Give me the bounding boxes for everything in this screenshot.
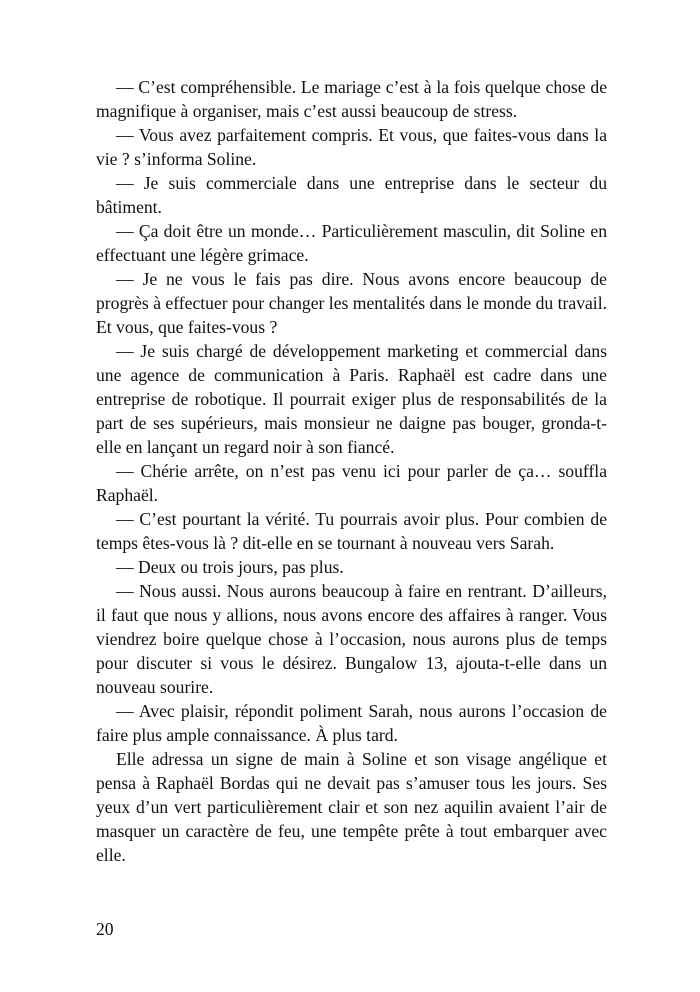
paragraph: — Chérie arrête, on n’est pas venu ici pour parler de ça… souffla Raphaël.	[96, 461, 607, 505]
paragraph: — C’est compréhensible. Le mariage c’est à la fois quelque chose de magnifique à organiser, mais c’est aussi beaucoup de stress.	[96, 77, 607, 121]
paragraph: — Ça doit être un monde… Particulièrement masculin, dit Soline en effectuant une légère grimace.	[96, 221, 607, 265]
paragraph: — Vous avez parfaitement compris. Et vous, que faites-vous dans la vie ? s’informa Soline.	[96, 125, 607, 169]
paragraph: — Deux ou trois jours, pas plus.	[116, 557, 344, 577]
body-text	[96, 75, 607, 867]
paragraph: — Je ne vous le fais pas dire. Nous avons encore beaucoup de progrès à effectuer pour changer les mentalités dans le monde du travail. Et vous, que faites-vous ?	[96, 269, 607, 337]
paragraph: — Avec plaisir, répondit poliment Sarah, nous aurons l’occasion de faire plus ample connaissance. À plus tard.	[96, 701, 607, 745]
paragraph: — Je suis commerciale dans une entreprise dans le secteur du bâtiment.	[96, 173, 607, 217]
page-number: 20	[96, 919, 114, 939]
paragraph: — Nous aussi. Nous aurons beaucoup à faire en rentrant. D’ailleurs, il faut que nous y allions, nous avons encore des affaires à ranger. Vous viendrez boire quelque chose à l’occasion, nous aurons plus de temps pour discuter si vous le désirez. Bungalow 13, ajouta-t-elle dans un nouveau sourire.	[96, 581, 607, 697]
paragraph: — Je suis chargé de développement marketing et commercial dans une agence de communication à Paris. Raphaël est cadre dans une entreprise de robotique. Il pourrait exiger plus de responsabilités de la part de ses supérieurs, mais monsieur ne daigne pas bouger, gronda-t-elle en lançant un regard noir à son fiancé.	[96, 341, 607, 457]
paragraph: Elle adressa un signe de main à Soline et son visage angélique et pensa à Raphaël Bordas qui ne devait pas s’amuser tous les jours. Ses yeux d’un vert particulièrement clair et son nez aquilin avaient l’air de masquer un caractère de feu, une tempête prête à tout embarquer avec elle.	[96, 749, 607, 865]
paragraph: — C’est pourtant la vérité. Tu pourrais avoir plus. Pour combien de temps êtes-vous là ? dit-elle en se tournant à nouveau vers Sarah.	[96, 509, 607, 553]
